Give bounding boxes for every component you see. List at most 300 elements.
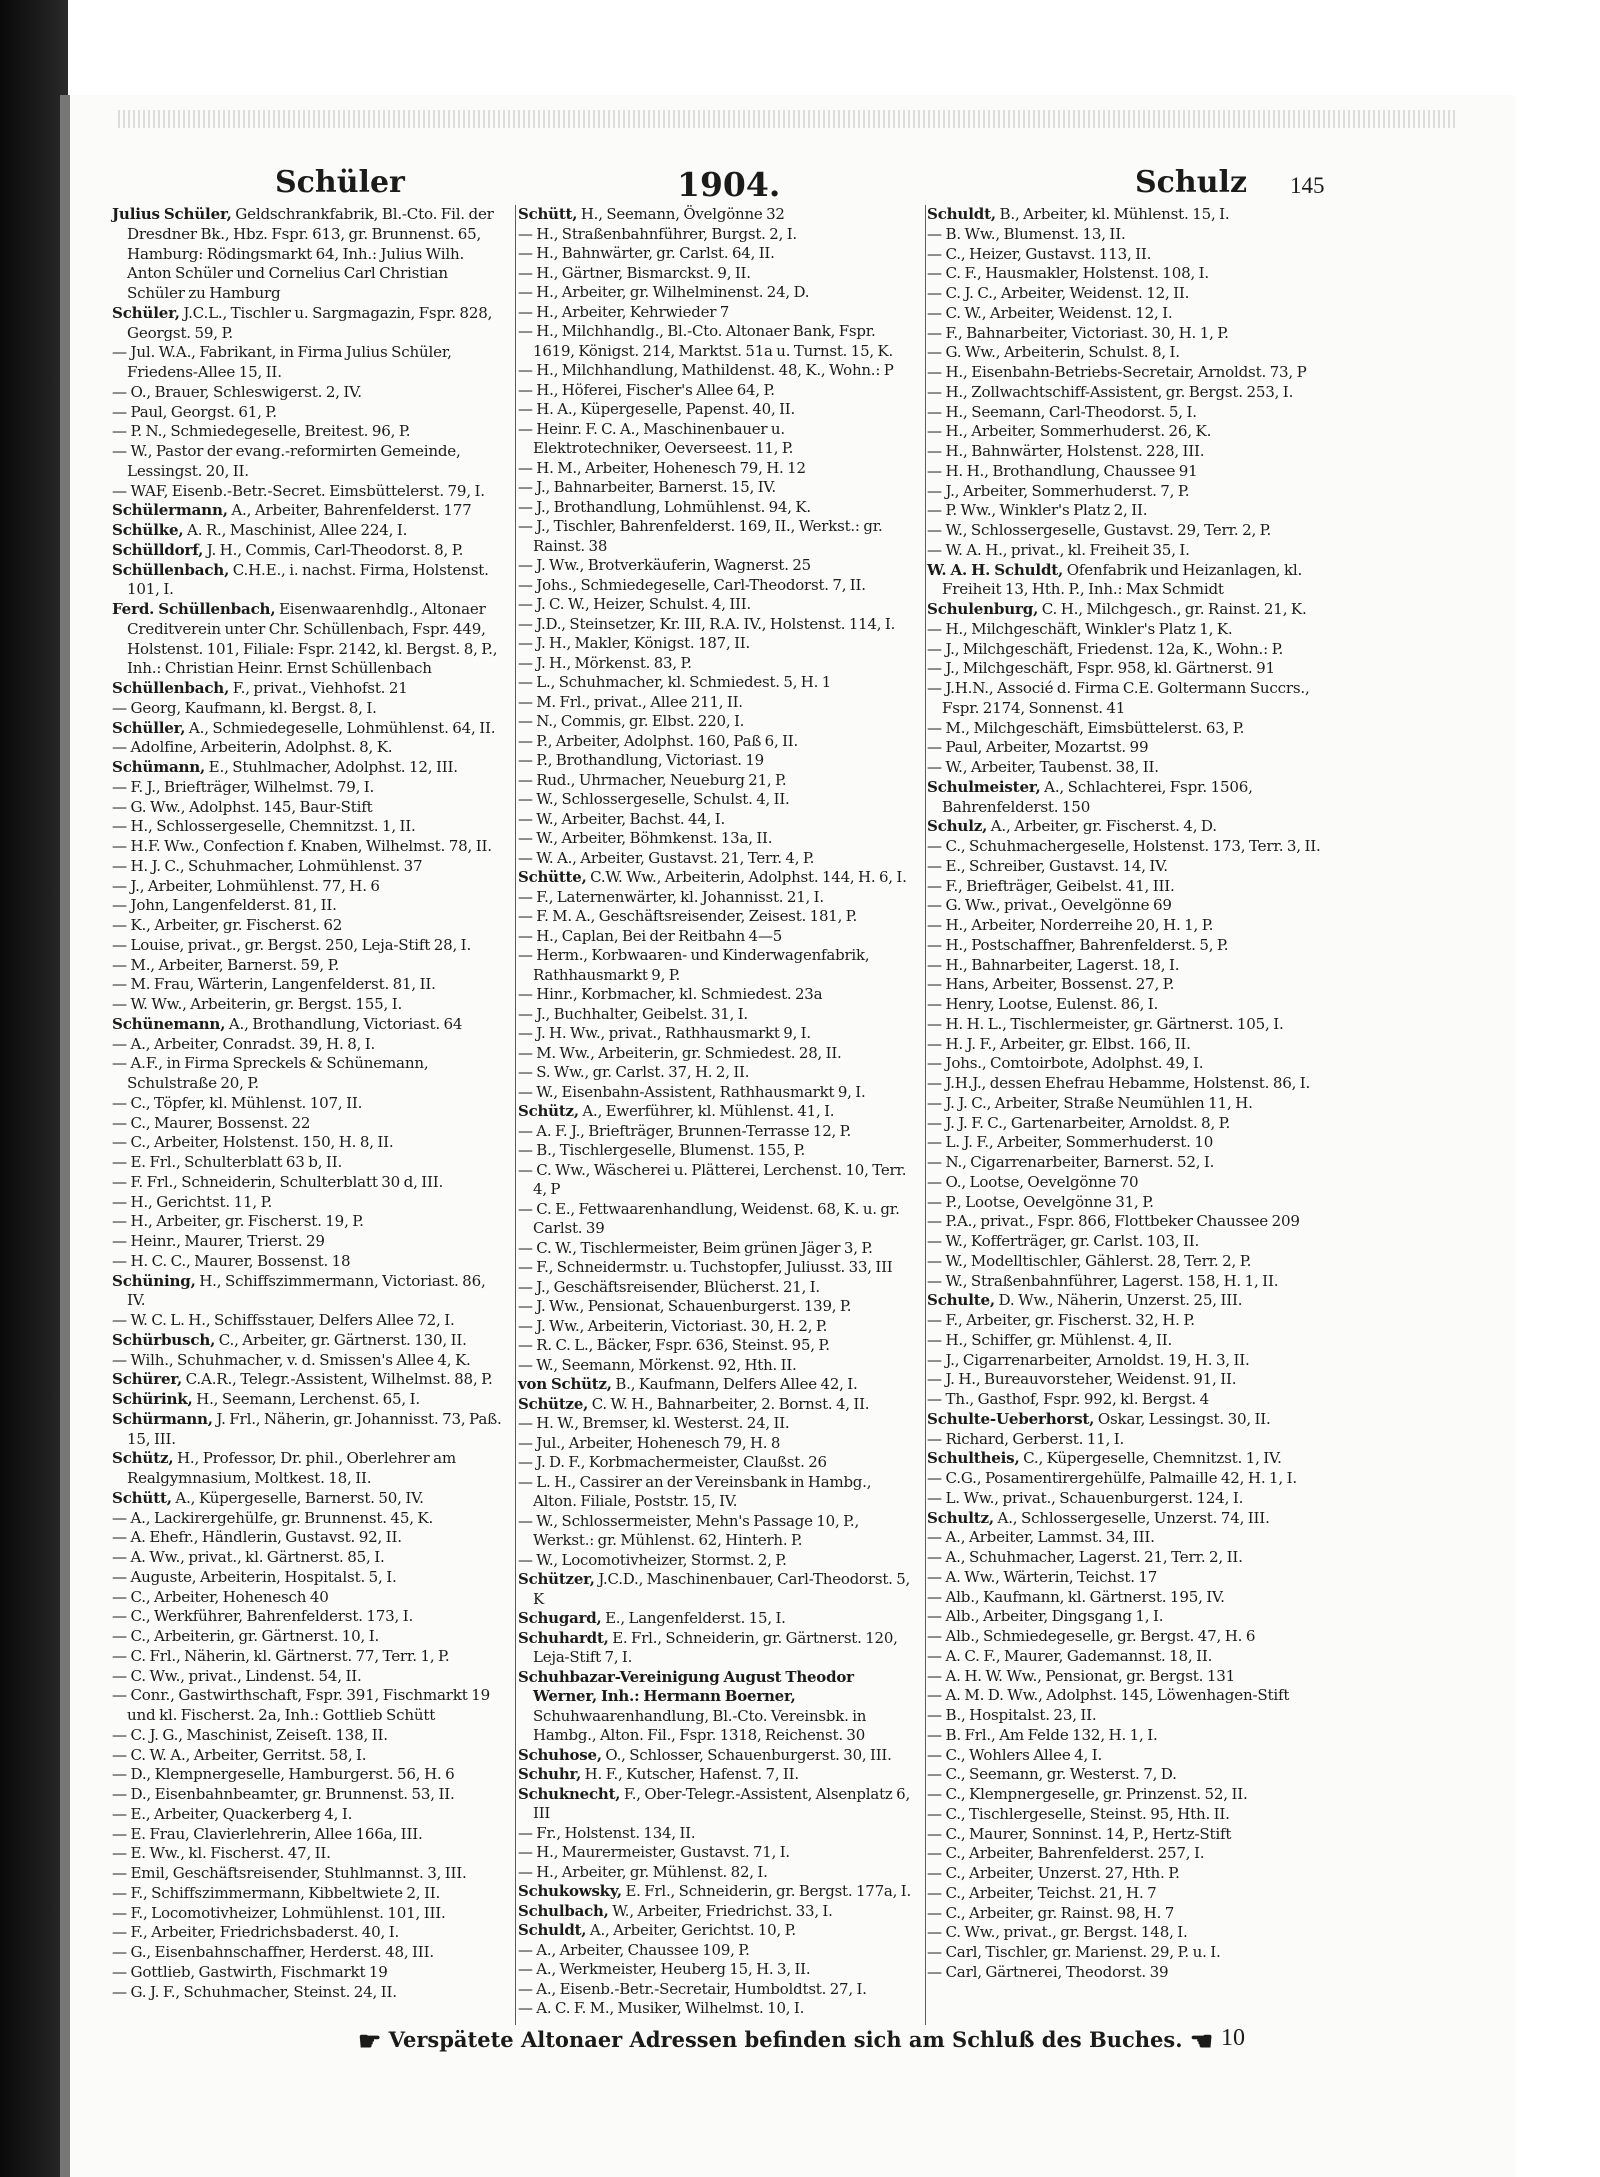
running-header bbox=[112, 165, 1322, 205]
entry-details: — H. H. L., Tischlermeister, gr. Gärtnerst. 105, I. bbox=[927, 1014, 1284, 1033]
entry-details: — C.G., Posamentirergehülfe, Palmaille 42, H. 1, I. bbox=[927, 1469, 1297, 1487]
directory-entry bbox=[112, 1588, 507, 1608]
entry-details: — H., Bahnarbeiter, Lagerst. 18, I. bbox=[927, 955, 1180, 974]
entry-details: — P., Arbeiter, Adolphst. 160, Paß 6, II. bbox=[518, 731, 799, 750]
entry-details: — H. J. F., Arbeiter, gr. Elbst. 166, II. bbox=[927, 1034, 1191, 1053]
directory-entry bbox=[112, 1647, 507, 1667]
directory-entry bbox=[112, 1114, 507, 1134]
entry-details: — J., Buchhalter, Geibelst. 31, I. bbox=[518, 1004, 748, 1023]
entry-surname: Schuldt, bbox=[518, 1921, 587, 1939]
directory-entry bbox=[927, 1291, 1322, 1311]
directory-entry bbox=[112, 541, 507, 561]
directory-entry bbox=[518, 810, 913, 830]
directory-entry bbox=[112, 1548, 507, 1568]
directory-entry bbox=[927, 1449, 1322, 1469]
entry-details: — G. Ww., Adolphst. 145, Baur-Stift bbox=[112, 797, 373, 816]
entry-details: — C., Arbeiterin, gr. Gärtnerst. 10, I. bbox=[112, 1627, 380, 1645]
entry-details: — C. Ww., privat., gr. Bergst. 148, I. bbox=[927, 1923, 1188, 1942]
directory-entry bbox=[112, 403, 507, 423]
directory-entry bbox=[927, 1035, 1322, 1055]
entry-details: — Carl, Gärtnerei, Theodorst. 39 bbox=[927, 1962, 1169, 1981]
entry-details: A., Schmiedegeselle, Lohmühlenst. 64, II. bbox=[185, 718, 496, 737]
entry-details: H., Seemann, Lerchenst. 65, I. bbox=[192, 1390, 420, 1408]
directory-entry bbox=[518, 1200, 913, 1239]
directory-entry bbox=[518, 1161, 913, 1200]
book-spine-edge bbox=[60, 95, 70, 2177]
directory-entry bbox=[112, 422, 507, 442]
directory-entry bbox=[112, 482, 507, 502]
entry-details: — C., Arbeiter, gr. Rainst. 98, H. 7 bbox=[927, 1903, 1175, 1922]
entry-details: — C. J. G., Maschinist, Zeiseſt. 138, II. bbox=[112, 1725, 388, 1744]
directory-entry bbox=[112, 343, 507, 383]
directory-entry bbox=[112, 1765, 507, 1785]
entry-surname: Schulmeister, bbox=[927, 777, 1041, 796]
header-right-catchword: Schulz bbox=[1135, 165, 1247, 200]
entry-details: — H. H., Brothandlung, Chaussee 91 bbox=[927, 461, 1198, 480]
directory-entry bbox=[518, 1122, 913, 1142]
entry-details: — J.D., Steinsetzer, Kr. III, R.A. IV., Holstenst. 114, I. bbox=[518, 614, 896, 633]
entry-details: — H. A., Küpergeselle, Papenst. 40, II. bbox=[518, 400, 796, 418]
directory-entry bbox=[927, 462, 1322, 482]
entry-details: — K., Arbeiter, gr. Fischerst. 62 bbox=[112, 916, 343, 934]
entry-details: E., Stuhlmacher, Adolphst. 12, III. bbox=[205, 758, 458, 776]
entry-surname: Schuhardt, bbox=[518, 1628, 609, 1647]
directory-entry bbox=[927, 205, 1322, 225]
directory-entry bbox=[927, 1706, 1322, 1726]
entry-details: — C. Frl., Näherin, kl. Gärtnerst. 77, Terr. 1, P. bbox=[112, 1646, 450, 1665]
entry-details: — N., Commis, gr. Elbst. 220, I. bbox=[518, 712, 745, 730]
directory-entry bbox=[927, 857, 1322, 877]
entry-surname: Schünemann, bbox=[112, 1014, 226, 1033]
pointing-hand-icon: ☚ bbox=[1189, 2027, 1214, 2057]
directory-entry bbox=[927, 1252, 1322, 1272]
entry-details: — B., Hospitalst. 23, II. bbox=[927, 1706, 1097, 1724]
entry-details: — D., Eisenbahnbeamter, gr. Brunnenst. 53, II. bbox=[112, 1785, 455, 1803]
entry-details: — H., Arbeiter, Kehrwieder 7 bbox=[518, 302, 730, 321]
entry-details: — C., Klempnergeselle, gr. Prinzenst. 52, II. bbox=[927, 1785, 1248, 1803]
directory-entry bbox=[927, 1588, 1322, 1608]
directory-entry bbox=[112, 1054, 507, 1094]
directory-entry bbox=[927, 758, 1322, 778]
directory-entry bbox=[927, 245, 1322, 265]
entry-surname: von Schütz, bbox=[518, 1375, 612, 1393]
directory-entry bbox=[518, 654, 913, 674]
entry-details: — H., Höferei, Fischer's Allee 64, P. bbox=[518, 380, 775, 399]
directory-entry bbox=[112, 304, 507, 344]
directory-entry bbox=[927, 1568, 1322, 1588]
directory-entry bbox=[927, 1607, 1322, 1627]
entry-details: — M., Arbeiter, Barnerst. 59, P. bbox=[112, 955, 340, 974]
entry-details: C.A.R., Telegr.-Assistent, Wilhelmst. 88, P. bbox=[182, 1370, 493, 1389]
entry-details: — H.F. Ww., Confection f. Knaben, Wilhelmst. 78, II. bbox=[112, 837, 492, 855]
entry-details: — W., Schlossergeselle, Schulst. 4, II. bbox=[518, 790, 790, 808]
entry-details: — A., Arbeiter, Conradst. 39, H. 8, I. bbox=[112, 1034, 376, 1053]
entry-details: H., Professor, Dr. phil., Oberlehrer am Realgymnasium, Moltkest. 18, II. bbox=[127, 1449, 456, 1487]
entry-details: — C., Arbeiter, Hohenesch 40 bbox=[112, 1587, 329, 1606]
entry-details: B., Kaufmann, Delfers Allee 42, I. bbox=[611, 1375, 858, 1393]
entry-details: — Auguste, Arbeiterin, Hospitalst. 5, I. bbox=[112, 1567, 397, 1586]
entry-surname: Julius Schüler, bbox=[112, 205, 232, 223]
directory-entry bbox=[518, 712, 913, 732]
directory-entry bbox=[518, 888, 913, 908]
directory-entry bbox=[518, 517, 913, 556]
directory-entry bbox=[927, 304, 1322, 324]
entry-details: — Louise, privat., gr. Bergst. 250, Leja-Stift 28, I. bbox=[112, 935, 472, 954]
directory-entry bbox=[927, 620, 1322, 640]
directory-entry bbox=[112, 1983, 507, 2003]
entry-surname: Schulbach, bbox=[518, 1901, 609, 1920]
directory-entry bbox=[112, 1884, 507, 1904]
directory-entry bbox=[112, 1943, 507, 1963]
entry-details: — F., Schiffszimmermann, Kibbeltwiete 2, II. bbox=[112, 1883, 441, 1902]
directory-entry bbox=[927, 1667, 1322, 1687]
entry-details: D. Ww., Näherin, Unzerst. 25, III. bbox=[994, 1291, 1243, 1310]
entry-surname: Schultheis, bbox=[927, 1449, 1020, 1468]
entry-surname: W. A. H. Schuldt, bbox=[927, 560, 1064, 579]
entry-surname: Schümann, bbox=[112, 758, 206, 776]
directory-entry bbox=[927, 1430, 1322, 1450]
entry-details: — Herm., Korbwaaren- und Kinderwagenfabrik, Rathhausmarkt 9, P. bbox=[518, 946, 870, 984]
directory-entry bbox=[518, 1453, 913, 1473]
directory-entry bbox=[112, 896, 507, 916]
directory-entry bbox=[927, 1015, 1322, 1035]
directory-entry bbox=[112, 1331, 507, 1351]
directory-entry bbox=[518, 1336, 913, 1356]
entry-details: — H. J. C., Schuhmacher, Lohmühlenst. 37 bbox=[112, 856, 423, 875]
directory-entry bbox=[112, 600, 507, 679]
entry-details: — F., Laternenwärter, kl. Johannisst. 21, I. bbox=[518, 887, 824, 906]
directory-entry bbox=[927, 1094, 1322, 1114]
directory-entry bbox=[112, 1370, 507, 1390]
entry-details: — L. Ww., privat., Schauenburgerst. 124, I. bbox=[927, 1488, 1244, 1507]
directory-entry bbox=[927, 837, 1322, 857]
directory-entry bbox=[518, 576, 913, 596]
entry-details: — C. F., Hausmakler, Holstenst. 108, I. bbox=[927, 264, 1210, 283]
entry-details: — M., Milchgeschäft, Eimsbüttelerst. 63, P. bbox=[927, 718, 1245, 737]
directory-entry bbox=[927, 1726, 1322, 1746]
directory-entry bbox=[112, 699, 507, 719]
entry-details: Schuhwaarenhandlung, Bl.-Cto. Vereinsbk. in Hambg., Alton. Fil., Fspr. 1318, Reichenst. 30 bbox=[533, 1706, 867, 1744]
entry-details: — A. F. J., Briefträger, Brunnen-Terrasse 12, P. bbox=[518, 1121, 852, 1140]
entry-details: — Richard, Gerberst. 11, I. bbox=[927, 1429, 1125, 1448]
directory-entry bbox=[518, 1609, 913, 1629]
entry-details: — H., Milchhandlg., Bl.-Cto. Altonaer Bank, Fspr. 1619, Königst. 214, Marktst. 51a u. Turnst. 15, K. bbox=[518, 322, 894, 360]
directory-entry bbox=[927, 1054, 1322, 1074]
directory-entry bbox=[112, 1094, 507, 1114]
entry-details: — Wilh., Schuhmacher, v. d. Smissen's Allee 4, K. bbox=[112, 1350, 471, 1369]
entry-details: — C. W., Arbeiter, Weidenst. 12, I. bbox=[927, 303, 1173, 322]
directory-entry bbox=[518, 927, 913, 947]
directory-entry bbox=[112, 1825, 507, 1845]
entry-details: — E. Frl., Schulterblatt 63 b, II. bbox=[112, 1153, 343, 1171]
directory-entry bbox=[927, 995, 1322, 1015]
entry-details: — C. Ww., Wäscherei u. Plätterei, Lerchenst. 10, Terr. 4, P bbox=[518, 1160, 907, 1198]
entry-details: — Hans, Arbeiter, Bossenst. 27, P. bbox=[927, 975, 1175, 994]
entry-details: — G. Ww., privat., Oevelgönne 69 bbox=[927, 896, 1172, 915]
directory-entry bbox=[518, 1239, 913, 1259]
entry-details: — L. J. F., Arbeiter, Sommerhuderst. 10 bbox=[927, 1133, 1214, 1152]
entry-surname: Schüning, bbox=[112, 1271, 196, 1290]
directory-entry bbox=[518, 244, 913, 264]
directory-entry bbox=[927, 1212, 1322, 1232]
entry-details: — Alb., Kaufmann, kl. Gärtnerst. 195, IV. bbox=[927, 1587, 1225, 1606]
entry-surname: Schuhr, bbox=[518, 1765, 582, 1783]
directory-entry bbox=[112, 995, 507, 1015]
directory-entry bbox=[112, 1923, 507, 1943]
directory-entry bbox=[927, 1173, 1322, 1193]
entry-details: — E., Arbeiter, Quackerberg 4, I. bbox=[112, 1804, 353, 1823]
entry-details: — A. C. F. M., Musiker, Wilhelmst. 10, I. bbox=[518, 1999, 805, 2017]
entry-details: — Jul. W.A., Fabrikant, in Firma Julius Schüler, Friedens-Allee 15, II. bbox=[112, 343, 452, 381]
signature-folio: 10 bbox=[1221, 2025, 1245, 2051]
entry-details: — W., Arbeiter, Böhmkenst. 13a, II. bbox=[518, 829, 773, 847]
entry-details: — P., Lootse, Oevelgönne 31, P. bbox=[927, 1192, 1154, 1211]
entry-details: — F., Briefträger, Geibelst. 41, III. bbox=[927, 876, 1175, 895]
entry-details: — Alb., Arbeiter, Dingsgang 1, I. bbox=[927, 1607, 1164, 1626]
directory-entry bbox=[518, 1356, 913, 1376]
entry-details: — Paul, Arbeiter, Mozartst. 99 bbox=[927, 738, 1149, 757]
directory-entry bbox=[927, 501, 1322, 521]
entry-details: — J., Milchgeschäft, Friedenst. 12a, K., Wohn.: P. bbox=[927, 639, 1284, 658]
directory-entry bbox=[112, 975, 507, 995]
directory-entry bbox=[518, 1902, 913, 1922]
directory-entry bbox=[112, 1667, 507, 1687]
header-left-catchword: Schüler bbox=[275, 165, 405, 200]
entry-details: — Hinr., Korbmacher, kl. Schmiedest. 23a bbox=[518, 985, 823, 1003]
directory-entry bbox=[927, 817, 1322, 837]
directory-entry bbox=[518, 283, 913, 303]
entry-details: — G. Ww., Arbeiterin, Schulst. 8, I. bbox=[927, 343, 1180, 362]
entry-surname: Schukowsky, bbox=[518, 1882, 622, 1900]
directory-entry bbox=[518, 1005, 913, 1025]
entry-details: C. H., Milchgesch., gr. Rainst. 21, K. bbox=[1038, 600, 1307, 618]
directory-entry bbox=[518, 985, 913, 1005]
entry-details: — Adolfine, Arbeiterin, Adolphst. 8, K. bbox=[112, 738, 393, 757]
directory-entry bbox=[112, 916, 507, 936]
entry-details: J. H., Commis, Carl-Theodorst. 8, P. bbox=[203, 540, 464, 559]
entry-details: — H., Arbeiter, gr. Wilhelminenst. 24, D. bbox=[518, 283, 810, 301]
entry-details: — A. Ww., Wärterin, Teichst. 17 bbox=[927, 1567, 1158, 1586]
directory-entry bbox=[518, 1882, 913, 1902]
page-number: 145 bbox=[1290, 173, 1325, 198]
entry-details: — H., Maurermeister, Gustavst. 71, I. bbox=[518, 1843, 790, 1861]
entry-details: — D., Klempnergeselle, Hamburgerst. 56, H. 6 bbox=[112, 1765, 455, 1784]
entry-details: — H., Caplan, Bei der Reitbahn 4—5 bbox=[518, 926, 783, 945]
directory-entry bbox=[927, 1232, 1322, 1252]
directory-entry bbox=[518, 1551, 913, 1571]
entry-details: Ofenfabrik und Heizanlagen, kl. Freiheit 13, Hth. P., Inh.: Max Schmidt bbox=[942, 560, 1303, 599]
entry-surname: Schulte-Ueberhorst, bbox=[927, 1409, 1095, 1428]
directory-entry bbox=[927, 1963, 1322, 1983]
directory-entry bbox=[518, 1629, 913, 1668]
directory-entry bbox=[927, 1193, 1322, 1213]
entry-details: — A., Werkmeister, Heuberg 15, H. 3, II. bbox=[518, 1960, 811, 1978]
entry-details: — C., Arbeiter, Teichst. 21, H. 7 bbox=[927, 1883, 1157, 1902]
entry-details: J.C.D., Maschinenbauer, Carl-Theodorst. 5, K bbox=[533, 1570, 911, 1608]
entry-details: — H. C. C., Maurer, Bossenst. 18 bbox=[112, 1251, 351, 1270]
entry-details: E. Frl., Schneiderin, gr. Bergst. 177a, I. bbox=[621, 1882, 911, 1900]
entry-details: — W., Pastor der evang.-reformirten Gemeinde, Lessingst. 20, II. bbox=[112, 442, 461, 480]
entry-details: — C., Heizer, Gustavst. 113, II. bbox=[927, 244, 1152, 263]
directory-entry bbox=[518, 771, 913, 791]
entry-details: H., Schiffszimmermann, Victoriast. 86, IV. bbox=[127, 1271, 486, 1310]
directory-entry bbox=[112, 778, 507, 798]
entry-surname: Schützer, bbox=[518, 1570, 595, 1588]
directory-entry bbox=[112, 1410, 507, 1450]
directory-entry bbox=[927, 778, 1322, 818]
entry-details: — W., Locomotivheizer, Stormst. 2, P. bbox=[518, 1550, 787, 1569]
entry-details: — G., Eisenbahnschaffner, Herderst. 48, III. bbox=[112, 1943, 434, 1961]
directory-entry bbox=[112, 1035, 507, 1055]
entry-surname: Schüller, bbox=[112, 718, 186, 737]
entry-details: W., Arbeiter, Friedrichst. 33, I. bbox=[608, 1901, 833, 1920]
directory-entry bbox=[112, 1904, 507, 1924]
directory-entry bbox=[518, 1980, 913, 2000]
directory-entry bbox=[927, 975, 1322, 995]
entry-details: — B. Frl., Am Felde 132, H. 1, I. bbox=[927, 1725, 1158, 1744]
entry-details: — A. Ehefr., Händlerin, Gustavst. 92, II. bbox=[112, 1528, 402, 1547]
entry-details: B., Arbeiter, kl. Mühlenst. 15, I. bbox=[995, 205, 1230, 223]
entry-details: — J., Arbeiter, Lohmühlenst. 77, H. 6 bbox=[112, 876, 380, 895]
directory-entry bbox=[112, 1785, 507, 1805]
entry-details: — W., Seemann, Mörkenst. 92, Hth. II. bbox=[518, 1355, 797, 1374]
directory-entry bbox=[927, 1469, 1322, 1489]
entry-details: — H., Arbeiter, gr. Mühlenst. 82, I. bbox=[518, 1862, 768, 1881]
entry-details: — Carl, Tischler, gr. Marienst. 29, P. u. I. bbox=[927, 1943, 1221, 1961]
directory-entry bbox=[518, 420, 913, 459]
directory-entry bbox=[518, 1921, 913, 1941]
directory-entry bbox=[518, 498, 913, 518]
directory-entry bbox=[518, 907, 913, 927]
entry-details: — M. Frl., privat., Allee 211, II. bbox=[518, 692, 743, 711]
entry-details: C.H.E., i. nachst. Firma, Holstenst. 101, I. bbox=[127, 560, 489, 599]
directory-entry bbox=[112, 205, 507, 304]
directory-entry bbox=[927, 1114, 1322, 1134]
directory-entry bbox=[518, 1317, 913, 1337]
entry-details: — H., Seemann, Carl-Theodorst. 5, I. bbox=[927, 402, 1197, 421]
entry-details: J.C.L., Tischler u. Sargmagazin, Fspr. 828, Georgst. 59, P. bbox=[127, 303, 493, 342]
entry-details: — C. Ww., privat., Lindenst. 54, II. bbox=[112, 1666, 362, 1685]
entry-surname: Schuknecht, bbox=[518, 1784, 621, 1803]
footer-notice bbox=[358, 2027, 1213, 2057]
directory-entry bbox=[518, 1258, 913, 1278]
directory-entry bbox=[518, 1570, 913, 1609]
entry-details: — H., Gerichtst. 11, P. bbox=[112, 1192, 273, 1211]
entry-details: E., Langenfelderst. 15, I. bbox=[601, 1609, 786, 1627]
directory-entry bbox=[927, 1489, 1322, 1509]
entry-details: — C., Arbeiter, Unzerst. 27, Hth. P. bbox=[927, 1864, 1180, 1882]
entry-details: — H. M., Arbeiter, Hohenesch 79, H. 12 bbox=[518, 458, 806, 477]
directory-entry bbox=[112, 1864, 507, 1884]
directory-entry bbox=[927, 343, 1322, 363]
entry-surname: Schütt, bbox=[112, 1488, 172, 1507]
directory-entry bbox=[927, 541, 1322, 561]
column-divider bbox=[515, 205, 516, 2025]
entry-details: — C., Tischlergeselle, Steinst. 95, Hth. II. bbox=[927, 1804, 1230, 1823]
footer-notice-text: Verspätete Altonaer Adressen befinden sich am Schluß des Buches. bbox=[388, 2027, 1183, 2052]
entry-details: H., Seemann, Övelgönne 32 bbox=[577, 205, 785, 223]
entry-details: Geldschrankfabrik, Bl.-Cto. Fil. der Dresdner Bk., Hbz. Fspr. 613, gr. Brunnenst. 65, Hamburg: Rödingsmarkt 64, Inh.: Julius Wilh. Anton Schüler und Cornelius Carl Christian Schüler zu Hamburg bbox=[127, 205, 494, 302]
entry-details: — L. H., Cassirer an der Vereinsbank in Hambg., Alton. Filiale, Poststr. 15, IV. bbox=[518, 1472, 872, 1510]
directory-entry bbox=[112, 956, 507, 976]
entry-surname: Schürink, bbox=[112, 1390, 193, 1408]
entry-details: — M. Ww., Arbeiterin, gr. Schmiedest. 28, II. bbox=[518, 1043, 842, 1062]
entry-details: — F., Bahnarbeiter, Victoriast. 30, H. 1, P. bbox=[927, 323, 1229, 342]
directory-entry bbox=[518, 1044, 913, 1064]
entry-details: — C., Wohlers Allee 4, I. bbox=[927, 1745, 1103, 1764]
directory-entry bbox=[518, 946, 913, 985]
directory-entry bbox=[518, 1746, 913, 1766]
directory-entry bbox=[518, 693, 913, 713]
entry-details: — E. Frau, Clavierlehrerin, Allee 166a, III. bbox=[112, 1824, 423, 1843]
entry-details: — J.H.J., dessen Ehefrau Hebamme, Holstenst. 86, I. bbox=[927, 1074, 1311, 1092]
entry-details: — W., Eisenbahn-Assistent, Rathhausmarkt 9, I. bbox=[518, 1082, 866, 1101]
directory-entry bbox=[927, 896, 1322, 916]
directory-entry bbox=[112, 1449, 507, 1489]
directory-entry bbox=[927, 1627, 1322, 1647]
entry-details: C. W. H., Bahnarbeiter, 2. Bornst. 4, II. bbox=[588, 1394, 870, 1413]
entry-details: F., privat., Viehhofst. 21 bbox=[229, 679, 408, 697]
column-divider bbox=[925, 205, 926, 2025]
entry-details: — A., Arbeiter, Lammst. 34, III. bbox=[927, 1528, 1155, 1547]
entry-details: — H., Schlossergeselle, Chemnitzst. 1, II. bbox=[112, 817, 416, 836]
directory-entry bbox=[927, 1825, 1322, 1845]
directory-entry bbox=[927, 1923, 1322, 1943]
entry-details: — P., Brothandlung, Victoriast. 19 bbox=[518, 751, 764, 769]
entry-details: — J., Milchgeschäft, Fspr. 958, kl. Gärtnerst. 91 bbox=[927, 659, 1275, 678]
directory-entry bbox=[112, 1627, 507, 1647]
entry-details: — A., Schuhmacher, Lagerst. 21, Terr. 2, II. bbox=[927, 1548, 1243, 1566]
entry-details: — J. H., Mörkenst. 83, P. bbox=[518, 653, 692, 672]
entry-details: Oskar, Lessingst. 30, II. bbox=[1094, 1409, 1271, 1428]
entry-details: — A.F., in Firma Spreckels & Schünemann, Schulstraße 20, P. bbox=[112, 1054, 429, 1092]
entry-details: — H., Gärtner, Bismarckst. 9, II. bbox=[518, 263, 751, 282]
entry-details: — J., Tischler, Bahrenfelderst. 169, II., Werkst.: gr. Rainst. 38 bbox=[518, 517, 883, 555]
entry-details: — J., Bahnarbeiter, Barnerst. 15, IV. bbox=[518, 478, 776, 496]
directory-entry bbox=[518, 1141, 913, 1161]
directory-entry bbox=[927, 1311, 1322, 1331]
directory-entry bbox=[112, 758, 507, 778]
entry-details: — Johs., Comtoirbote, Adolphst. 49, I. bbox=[927, 1054, 1204, 1073]
directory-entry bbox=[112, 1232, 507, 1252]
directory-entry bbox=[112, 1193, 507, 1213]
directory-entry bbox=[927, 383, 1322, 403]
directory-entry bbox=[927, 482, 1322, 502]
directory-entry bbox=[518, 303, 913, 323]
directory-entry bbox=[112, 521, 507, 541]
entry-surname: Schürbusch, bbox=[112, 1330, 216, 1349]
directory-entry bbox=[112, 383, 507, 403]
entry-surname: Schülke, bbox=[112, 521, 184, 539]
entry-details: — W., Kofferträger, gr. Carlst. 103, II. bbox=[927, 1232, 1200, 1250]
entry-details: — A. Ww., privat., kl. Gärtnerst. 85, I. bbox=[112, 1548, 385, 1566]
entry-details: — E. Ww., kl. Fischerst. 47, II. bbox=[112, 1844, 331, 1863]
entry-details: — M. Frau, Wärterin, Langenfelderst. 81, II. bbox=[112, 975, 436, 994]
directory-entry bbox=[112, 857, 507, 877]
directory-entry bbox=[927, 936, 1322, 956]
entry-details: H. F., Kutscher, Hafenst. 7, II. bbox=[581, 1765, 799, 1783]
entry-details: — F., Locomotivheizer, Lohmühlenst. 101, III. bbox=[112, 1903, 446, 1922]
directory-entry bbox=[518, 1960, 913, 1980]
book-spine bbox=[0, 0, 68, 2177]
entry-details: — J. H. Ww., privat., Rathhausmarkt 9, I. bbox=[518, 1024, 811, 1042]
entry-details: — A., Arbeiter, Chaussee 109, P. bbox=[518, 1940, 750, 1959]
directory-entry bbox=[518, 751, 913, 771]
directory-entry bbox=[518, 829, 913, 849]
directory-entry bbox=[112, 719, 507, 739]
entry-details: — A., Lackirergehülfe, gr. Brunnenst. 45, K. bbox=[112, 1508, 434, 1527]
entry-details: — J. Ww., Brotverkäuferin, Wagnerst. 25 bbox=[518, 556, 811, 574]
